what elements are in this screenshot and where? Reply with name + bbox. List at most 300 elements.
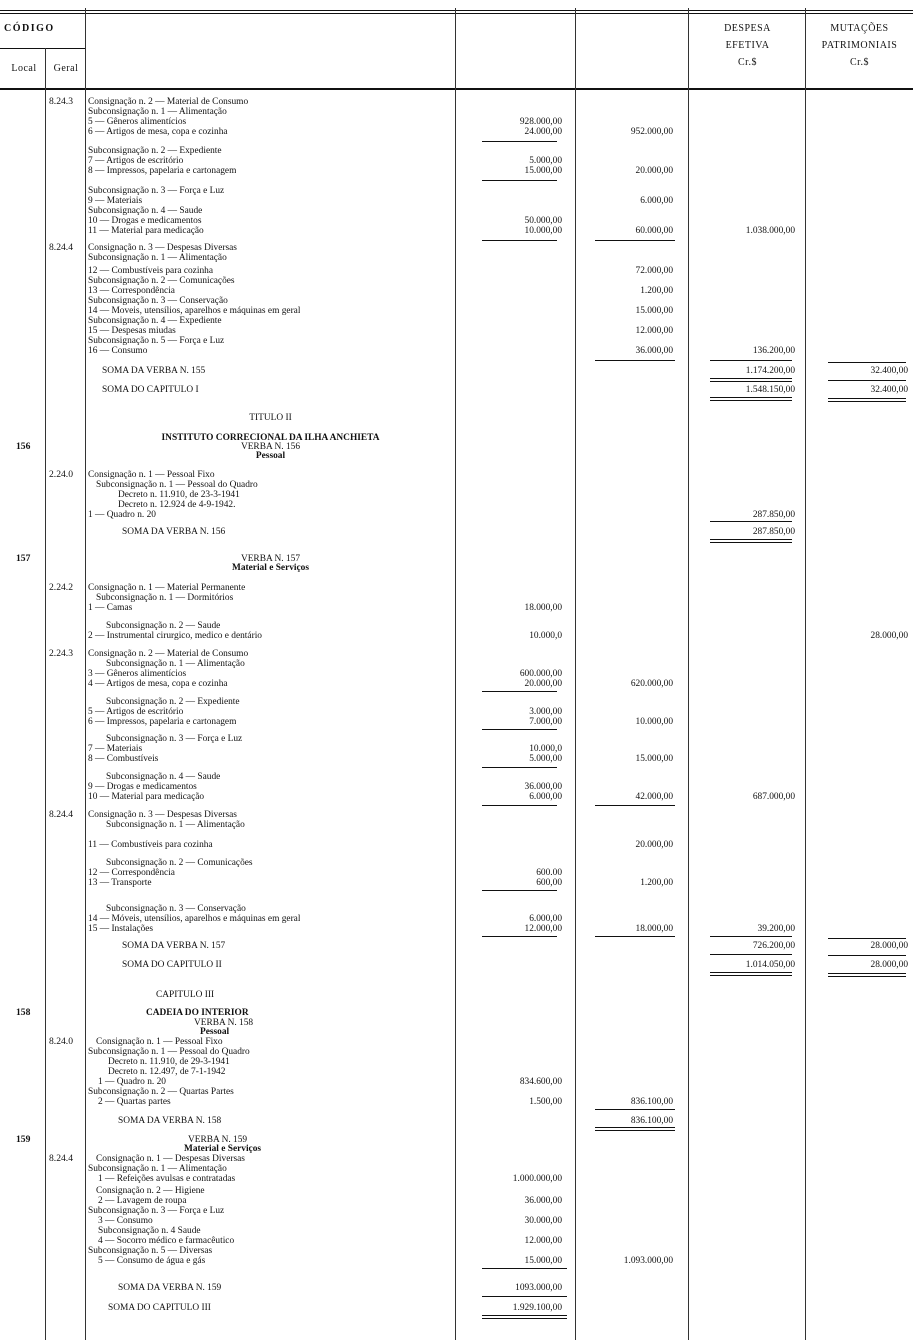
codigo-rule bbox=[0, 48, 85, 49]
amount-col-1: 834.600,00 bbox=[519, 1077, 562, 1087]
ledger-row bbox=[0, 243, 913, 253]
amount-col-2: 10.000,00 bbox=[635, 717, 673, 727]
ledger-row bbox=[0, 990, 913, 1000]
amount-col-2: 15.000,00 bbox=[635, 754, 673, 764]
item-description: 12 — Combustíveis para cozinha bbox=[88, 266, 213, 276]
rule bbox=[482, 1296, 567, 1297]
rule bbox=[828, 973, 906, 977]
ledger-row bbox=[0, 603, 913, 613]
geral-code: 8.24.0 bbox=[49, 1036, 73, 1047]
item-description: 15 — Instalações bbox=[88, 924, 154, 934]
item-description: 13 — Correspondência bbox=[88, 286, 175, 296]
item-description: 14 — Móveis, utensílios, aparelhos e máquinas em geral bbox=[88, 914, 301, 924]
ledger-row bbox=[0, 1256, 913, 1266]
rule bbox=[828, 362, 906, 363]
item-description: 11 — Material para medicação bbox=[88, 226, 204, 236]
item-description: 1 — Quadro n. 20 bbox=[88, 510, 156, 520]
amount-col-1: 3.000,00 bbox=[529, 707, 562, 717]
item-description: Pessoal bbox=[255, 451, 286, 461]
ledger-row bbox=[0, 117, 913, 127]
ledger-row bbox=[0, 276, 913, 286]
item-description: 7 — Materiais bbox=[88, 744, 143, 754]
rule bbox=[710, 521, 792, 522]
item-description: 5 — Gêneros alimentícios bbox=[88, 117, 187, 127]
amount-col-1: 18.000,00 bbox=[524, 603, 562, 613]
item-description: Subconsignação n. 1 — Alimentação bbox=[88, 253, 227, 263]
mutacoes-amount: 28.000,00 bbox=[870, 631, 908, 641]
item-description: 2 — Quartas partes bbox=[98, 1097, 171, 1107]
amount-col-2: 1.200,00 bbox=[640, 878, 673, 888]
item-description: Subconsignação n. 4 — Saude bbox=[88, 206, 203, 216]
ledger-row bbox=[0, 500, 913, 510]
item-description: Consignação n. 3 — Despesas Diversas bbox=[88, 243, 237, 253]
ledger-row bbox=[0, 1067, 913, 1077]
ledger-row bbox=[0, 156, 913, 166]
rule bbox=[828, 955, 906, 956]
amount-col-1: 20.000,00 bbox=[524, 679, 562, 689]
item-description: Subconsignação n. 2 — Comunicações bbox=[88, 276, 235, 286]
header-mutacoes-line3: Cr.$ bbox=[850, 57, 869, 68]
amount-col-1: 12.000,00 bbox=[524, 1236, 562, 1246]
amount-col-1: 36.000,00 bbox=[524, 782, 562, 792]
item-description: Subconsignação n. 3 — Força e Luz bbox=[88, 186, 225, 196]
amount-col-1: 15.000,00 bbox=[524, 166, 562, 176]
item-description: Consignação n. 2 — Material de Consumo bbox=[88, 649, 249, 659]
header-despesa-line3: Cr.$ bbox=[738, 57, 757, 68]
ledger-row bbox=[0, 1216, 913, 1226]
rule bbox=[595, 805, 675, 806]
ledger-row bbox=[0, 904, 913, 914]
ledger-row bbox=[0, 1164, 913, 1174]
rule bbox=[595, 1109, 675, 1110]
item-description: TITULO II bbox=[249, 413, 292, 423]
ledger-row bbox=[0, 346, 913, 356]
ledger-row bbox=[0, 527, 913, 537]
item-description: 9 — Materiais bbox=[88, 196, 143, 206]
item-description: SOMA DA VERBA N. 157 bbox=[122, 941, 226, 951]
ledger-row bbox=[0, 1174, 913, 1184]
ledger-row bbox=[0, 1283, 913, 1293]
despesa-efetiva-amount: 136.200,00 bbox=[752, 346, 795, 356]
amount-col-1: 5.000,00 bbox=[529, 156, 562, 166]
despesa-efetiva-amount: 287.850,00 bbox=[752, 510, 795, 520]
ledger-row bbox=[0, 1008, 913, 1018]
item-description: Consignação n. 1 — Pessoal Fixo bbox=[96, 1037, 223, 1047]
amount-col-1: 5.000,00 bbox=[529, 754, 562, 764]
item-description: 6 — Artigos de mesa, copa e cozinha bbox=[88, 127, 228, 137]
ledger-row bbox=[0, 792, 913, 802]
mutacoes-amount: 32.400,00 bbox=[870, 366, 908, 376]
amount-col-1: 600,00 bbox=[536, 878, 562, 888]
amount-col-2: 836.100,00 bbox=[630, 1116, 673, 1126]
ledger-row bbox=[0, 593, 913, 603]
item-description: Subconsignação n. 2 — Comunicações bbox=[106, 858, 253, 868]
ledger-row bbox=[0, 1246, 913, 1256]
amount-col-2: 20.000,00 bbox=[635, 166, 673, 176]
item-description: 9 — Drogas e medicamentos bbox=[88, 782, 197, 792]
item-description: VERBA N. 156 bbox=[240, 442, 301, 452]
geral-code: 8.24.4 bbox=[49, 809, 73, 820]
amount-col-1: 50.000,00 bbox=[524, 216, 562, 226]
amount-col-1: 1093.000,00 bbox=[515, 1283, 562, 1293]
geral-code: 8.24.4 bbox=[49, 242, 73, 253]
ledger-row bbox=[0, 820, 913, 830]
rule bbox=[482, 890, 557, 891]
item-description: Consignação n. 3 — Despesas Diversas bbox=[88, 810, 237, 820]
ledger-row bbox=[0, 734, 913, 744]
amount-col-2: 1.200,00 bbox=[640, 286, 673, 296]
ledger-row bbox=[0, 336, 913, 346]
amount-col-2: 72.000,00 bbox=[635, 266, 673, 276]
rule bbox=[710, 539, 792, 543]
ledger-row bbox=[0, 697, 913, 707]
amount-col-2: 36.000,00 bbox=[635, 346, 673, 356]
item-description: 16 — Consumo bbox=[88, 346, 148, 356]
amount-col-1: 600.000,00 bbox=[519, 669, 562, 679]
rule bbox=[828, 398, 906, 402]
amount-col-2: 12.000,00 bbox=[635, 326, 673, 336]
ledger-row bbox=[0, 316, 913, 326]
ledger-row bbox=[0, 510, 913, 520]
ledger-row bbox=[0, 97, 913, 107]
item-description: Subconsignação n. 1 — Alimentação bbox=[106, 820, 245, 830]
rule bbox=[710, 397, 792, 401]
item-description: Decreto n. 12.924 de 4-9-1942. bbox=[118, 500, 236, 510]
item-description: 10 — Material para medicação bbox=[88, 792, 205, 802]
geral-code: 2.24.3 bbox=[49, 648, 73, 659]
header-despesa-line2: EFETIVA bbox=[725, 40, 770, 51]
item-description: Subconsignação n. 1 — Alimentação bbox=[88, 1164, 227, 1174]
ledger-row bbox=[0, 924, 913, 934]
rule bbox=[595, 360, 675, 361]
rule bbox=[710, 378, 792, 382]
item-description: 1 — Quadro n. 20 bbox=[98, 1077, 166, 1087]
ledger-row bbox=[0, 206, 913, 216]
ledger-row bbox=[0, 296, 913, 306]
item-description: SOMA DA VERBA N. 159 bbox=[118, 1283, 222, 1293]
item-description: 11 — Combustíveis para cozinha bbox=[88, 840, 213, 850]
ledger-row bbox=[0, 583, 913, 593]
amount-col-2: 836.100,00 bbox=[630, 1097, 673, 1107]
rule bbox=[710, 360, 792, 361]
ledger-row bbox=[0, 1144, 913, 1154]
item-description: VERBA N. 157 bbox=[240, 554, 301, 564]
ledger-row bbox=[0, 490, 913, 500]
header-despesa-line1: DESPESA bbox=[724, 23, 771, 34]
ledger-row bbox=[0, 366, 913, 376]
ledger-row bbox=[0, 858, 913, 868]
rule bbox=[595, 1127, 675, 1131]
amount-col-2: 60.000,00 bbox=[635, 226, 673, 236]
amount-col-1: 6.000,00 bbox=[529, 792, 562, 802]
amount-col-1: 12.000,00 bbox=[524, 924, 562, 934]
item-description: CADEIA DO INTERIOR bbox=[146, 1008, 249, 1018]
item-description: Subconsignação n. 1 — Dormitórios bbox=[96, 593, 234, 603]
item-description: Subconsignação n. 5 — Força e Luz bbox=[88, 336, 225, 346]
ledger-row bbox=[0, 960, 913, 970]
item-description: Consignação n. 2 — Material de Consumo bbox=[88, 97, 249, 107]
header-mutacoes-line1: MUTAÇÕES bbox=[830, 23, 889, 34]
rule bbox=[828, 380, 906, 381]
item-description: Subconsignação n. 4 — Saude bbox=[106, 772, 221, 782]
rule bbox=[482, 240, 557, 241]
item-description: Subconsignação n. 2 — Expediente bbox=[106, 697, 240, 707]
ledger-row bbox=[0, 326, 913, 336]
ledger-row bbox=[0, 413, 913, 423]
header-despesa bbox=[695, 20, 800, 71]
ledger-row bbox=[0, 1077, 913, 1087]
geral-code: 2.24.2 bbox=[49, 582, 73, 593]
ledger-row bbox=[0, 631, 913, 641]
item-description: Subconsignação n. 1 — Pessoal do Quadro bbox=[96, 480, 258, 490]
amount-col-1: 1.000.000,00 bbox=[512, 1174, 562, 1184]
item-description: SOMA DO CAPÍTULO I bbox=[102, 385, 199, 395]
rule bbox=[482, 805, 557, 806]
rule bbox=[595, 936, 675, 937]
rule bbox=[710, 936, 792, 937]
ledger-row bbox=[0, 306, 913, 316]
ledger-row bbox=[0, 470, 913, 480]
despesa-efetiva-amount: 1.548.150,00 bbox=[745, 385, 795, 395]
rule bbox=[482, 1268, 567, 1269]
rule bbox=[710, 954, 792, 955]
verba-local-code: 159 bbox=[16, 1134, 31, 1145]
amount-col-1: 1.500,00 bbox=[529, 1097, 562, 1107]
ledger-row bbox=[0, 216, 913, 226]
amount-col-2: 42.000,00 bbox=[635, 792, 673, 802]
item-description: Subconsignação n. 4 — Expediente bbox=[88, 316, 222, 326]
header-codigo: CÓDIGO bbox=[4, 23, 55, 34]
item-description: 4 — Socorro médico e farmacêutico bbox=[98, 1236, 235, 1246]
item-description: Decreto n. 11.910, de 23-3-1941 bbox=[118, 490, 240, 500]
verba-local-code: 156 bbox=[16, 441, 31, 452]
rule bbox=[482, 141, 557, 142]
item-description: Subconsignação n. 3 — Força e Luz bbox=[106, 734, 243, 744]
ledger-row bbox=[0, 1027, 913, 1037]
item-description: 14 — Moveis, utensílios, aparelhos e máquinas em geral bbox=[88, 306, 301, 316]
ledger-row bbox=[0, 659, 913, 669]
ledger-row bbox=[0, 1037, 913, 1047]
header-mutacoes-line2: PATRIMONIAIS bbox=[821, 40, 898, 51]
item-description: 7 — Artigos de escritório bbox=[88, 156, 184, 166]
item-description: SOMA DA VERBA N. 158 bbox=[118, 1116, 222, 1126]
item-description: Material e Serviços bbox=[231, 563, 310, 573]
item-description: Decreto n. 11.910, de 29-3-1941 bbox=[108, 1057, 230, 1067]
item-description: Consignação n. 1 — Material Permanente bbox=[88, 583, 246, 593]
ledger-row bbox=[0, 707, 913, 717]
rule bbox=[482, 1315, 567, 1319]
ledger-row bbox=[0, 127, 913, 137]
amount-col-2: 1.093.000,00 bbox=[623, 1256, 673, 1266]
ledger-row bbox=[0, 941, 913, 951]
item-description: Decreto n. 12.497, de 7-1-1942 bbox=[108, 1067, 226, 1077]
item-description: Consignação n. 2 — Higiene bbox=[96, 1186, 205, 1196]
ledger-row bbox=[0, 782, 913, 792]
amount-col-1: 24.000,00 bbox=[524, 127, 562, 137]
item-description: Subconsignação n. 3 — Conservação bbox=[106, 904, 246, 914]
amount-col-2: 18.000,00 bbox=[635, 924, 673, 934]
item-description: Subconsignação n. 5 — Diversas bbox=[88, 1246, 213, 1256]
ledger-row bbox=[0, 878, 913, 888]
item-description: Subconsignação n. 2 — Quartas Partes bbox=[88, 1087, 234, 1097]
item-description: 5 — Artigos de escritório bbox=[88, 707, 184, 717]
item-description: 3 — Consumo bbox=[98, 1216, 153, 1226]
despesa-efetiva-amount: 687.000,00 bbox=[752, 792, 795, 802]
ledger-row bbox=[0, 196, 913, 206]
item-description: SOMA DA VERBA N. 155 bbox=[102, 366, 206, 376]
amount-col-1: 30.000,00 bbox=[524, 1216, 562, 1226]
item-description: 13 — Transporte bbox=[88, 878, 152, 888]
ledger-row bbox=[0, 1154, 913, 1164]
ledger-row bbox=[0, 480, 913, 490]
ledger-row bbox=[0, 868, 913, 878]
item-description: 10 — Drogas e medicamentos bbox=[88, 216, 202, 226]
top-rule bbox=[0, 10, 913, 11]
header-rule bbox=[0, 88, 913, 90]
item-description: Subconsignação n. 3 — Força e Luz bbox=[88, 1206, 225, 1216]
amount-col-2: 952.000,00 bbox=[630, 127, 673, 137]
verba-local-code: 158 bbox=[16, 1007, 31, 1018]
ledger-row bbox=[0, 226, 913, 236]
item-description: SOMA DO CAPITULO II bbox=[122, 960, 222, 970]
item-description: Pessoal bbox=[200, 1027, 230, 1037]
item-description: VERBA N. 159 bbox=[188, 1135, 248, 1145]
item-description: Subconsignação n. 2 — Expediente bbox=[88, 146, 222, 156]
ledger-row bbox=[0, 1303, 913, 1313]
ledger-row bbox=[0, 286, 913, 296]
item-description: 15 — Despesas miudas bbox=[88, 326, 176, 336]
ledger-row bbox=[0, 649, 913, 659]
ledger-row bbox=[0, 1196, 913, 1206]
ledger-row bbox=[0, 1226, 913, 1236]
ledger-row bbox=[0, 754, 913, 764]
ledger-row bbox=[0, 1236, 913, 1246]
despesa-efetiva-amount: 287.850,00 bbox=[752, 527, 795, 537]
item-description: Subconsignação n. 1 — Alimentação bbox=[106, 659, 245, 669]
item-description: Material e Serviços bbox=[184, 1144, 262, 1154]
ledger-row bbox=[0, 385, 913, 395]
item-description: Consignação n. 1 — Despesas Diversas bbox=[96, 1154, 245, 1164]
ledger-row bbox=[0, 744, 913, 754]
amount-col-1: 10.000,0 bbox=[529, 631, 562, 641]
item-description: 3 — Gêneros alimentícios bbox=[88, 669, 187, 679]
ledger-row bbox=[0, 1057, 913, 1067]
amount-col-1: 6.000,00 bbox=[529, 914, 562, 924]
header-geral: Geral bbox=[53, 63, 79, 74]
ledger-row bbox=[0, 679, 913, 689]
item-description: SOMA DA VERBA N. 156 bbox=[122, 527, 226, 537]
ledger-row bbox=[0, 1047, 913, 1057]
item-description: VERBA N. 158 bbox=[194, 1018, 254, 1028]
item-description: 8 — Combustíveis bbox=[88, 754, 159, 764]
ledger-row bbox=[0, 717, 913, 727]
amount-col-2: 620.000,00 bbox=[630, 679, 673, 689]
rule bbox=[482, 729, 557, 730]
despesa-efetiva-amount: 726.200,00 bbox=[752, 941, 795, 951]
ledger-row bbox=[0, 669, 913, 679]
item-description: Subconsignação n. 1 — Pessoal do Quadro bbox=[88, 1047, 250, 1057]
item-description: CAPITULO III bbox=[156, 990, 215, 1000]
item-description: 5 — Consumo de água e gás bbox=[98, 1256, 206, 1266]
item-description: Subconsignação n. 2 — Saude bbox=[106, 621, 221, 631]
geral-code: 8.24.4 bbox=[49, 1153, 73, 1164]
geral-code: 2.24.0 bbox=[49, 469, 73, 480]
ledger-row bbox=[0, 810, 913, 820]
top-rule-2 bbox=[0, 13, 913, 14]
amount-col-1: 928.000,00 bbox=[519, 117, 562, 127]
item-description: SOMA DO CAPITULO III bbox=[108, 1303, 211, 1313]
despesa-efetiva-amount: 1.038.000,00 bbox=[745, 226, 795, 236]
rule bbox=[482, 180, 557, 181]
item-description: 6 — Impressos, papelaria e cartonagem bbox=[88, 717, 237, 727]
ledger-row bbox=[0, 266, 913, 276]
item-description: Subconsignação n. 3 — Conservação bbox=[88, 296, 228, 306]
rule bbox=[710, 972, 792, 976]
ledger-row bbox=[0, 186, 913, 196]
amount-col-1: 36.000,00 bbox=[524, 1196, 562, 1206]
header-local: Local bbox=[11, 63, 37, 74]
item-description: INSTITUTO CORRECIONAL DA ILHA ANCHIETA bbox=[161, 433, 380, 443]
despesa-efetiva-amount: 1.014.050,00 bbox=[745, 960, 795, 970]
item-description: 4 — Artigos de mesa, copa e cozinha bbox=[88, 679, 228, 689]
mutacoes-amount: 28.000,00 bbox=[870, 941, 908, 951]
ledger-row bbox=[0, 840, 913, 850]
ledger-row bbox=[0, 621, 913, 631]
item-description: 12 — Correspondência bbox=[88, 868, 175, 878]
amount-col-1: 10.000,0 bbox=[529, 744, 562, 754]
item-description: Subconsignação n. 1 — Alimentação bbox=[88, 107, 227, 117]
amount-col-2: 20.000,00 bbox=[635, 840, 673, 850]
despesa-efetiva-amount: 1.174.200,00 bbox=[745, 366, 795, 376]
ledger-row bbox=[0, 1206, 913, 1216]
ledger-row bbox=[0, 1186, 913, 1196]
despesa-efetiva-amount: 39.200,00 bbox=[757, 924, 795, 934]
amount-col-1: 600.00 bbox=[536, 868, 562, 878]
ledger-row bbox=[0, 146, 913, 156]
item-description: Subconsignação n. 4 Saude bbox=[98, 1226, 201, 1236]
mutacoes-amount: 28.000,00 bbox=[870, 960, 908, 970]
rule bbox=[482, 767, 557, 768]
ledger-row bbox=[0, 914, 913, 924]
item-description: 8 — Impressos, papelaria e cartonagem bbox=[88, 166, 237, 176]
ledger-row bbox=[0, 451, 913, 461]
rule bbox=[595, 240, 675, 241]
rule bbox=[828, 938, 906, 939]
geral-code: 8.24.3 bbox=[49, 96, 73, 107]
rule bbox=[482, 691, 557, 692]
item-description: 2 — Instrumental cirurgico, medico e dentário bbox=[88, 631, 262, 641]
amount-col-2: 15.000,00 bbox=[635, 306, 673, 316]
header-mutacoes bbox=[806, 20, 913, 71]
amount-col-1: 15.000,00 bbox=[524, 1256, 562, 1266]
ledger-row bbox=[0, 772, 913, 782]
verba-local-code: 157 bbox=[16, 553, 31, 564]
item-description: 1 — Camas bbox=[88, 603, 133, 613]
ledger-row bbox=[0, 563, 913, 573]
amount-col-1: 10.000,00 bbox=[524, 226, 562, 236]
ledger-row bbox=[0, 107, 913, 117]
mutacoes-amount: 32.400,00 bbox=[870, 385, 908, 395]
item-description: 1 — Refeições avulsas e contratadas bbox=[98, 1174, 236, 1184]
ledger-row bbox=[0, 1097, 913, 1107]
item-description: Consignação n. 1 — Pessoal Fixo bbox=[88, 470, 215, 480]
ledger-row bbox=[0, 1116, 913, 1126]
item-description: 2 — Lavagem de roupa bbox=[98, 1196, 187, 1206]
rule bbox=[482, 936, 557, 937]
amount-col-2: 6.000,00 bbox=[640, 196, 673, 206]
amount-col-1: 7.000,00 bbox=[529, 717, 562, 727]
ledger-row bbox=[0, 253, 913, 263]
